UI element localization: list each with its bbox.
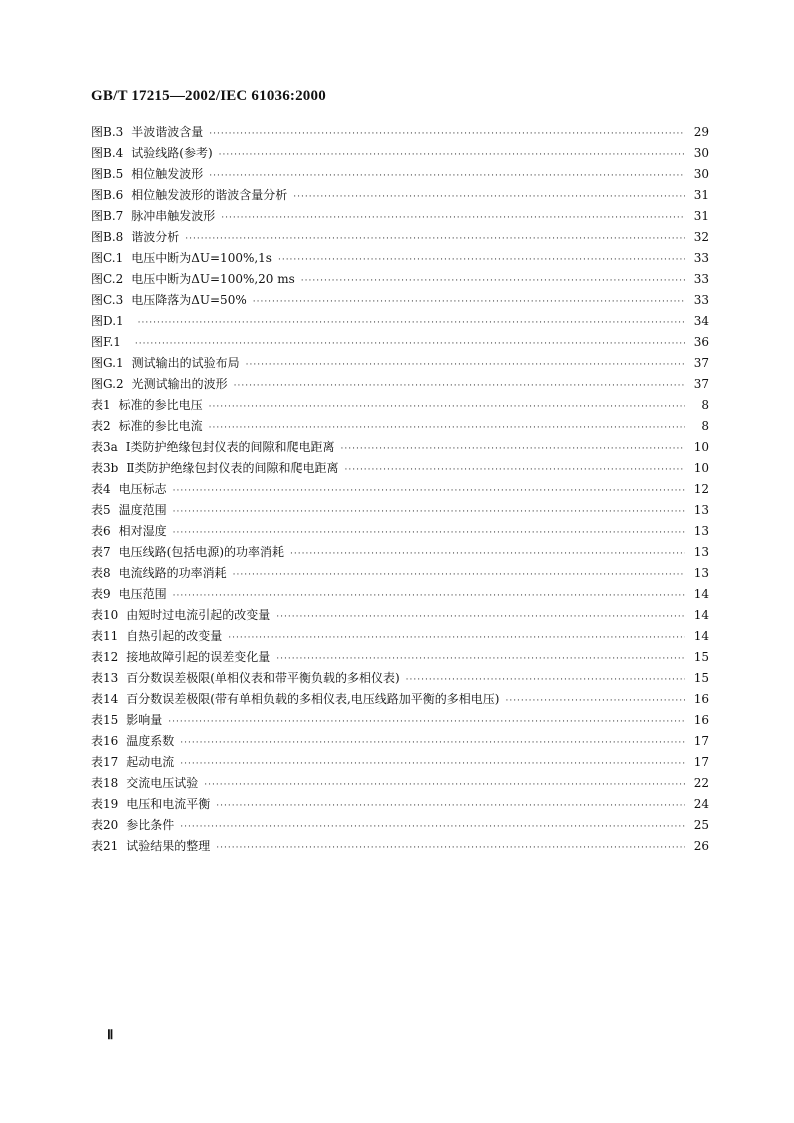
toc-entry-page: 13 — [693, 545, 709, 559]
toc-entry-number: 表11 — [91, 629, 119, 643]
toc-entry-number: 表1 — [91, 398, 111, 412]
toc-entry-number: 表10 — [91, 608, 119, 622]
toc-entry[interactable] — [91, 836, 709, 857]
toc-entry[interactable] — [91, 227, 709, 248]
toc-leader-dots — [173, 481, 685, 502]
toc-entry-number: 表16 — [91, 734, 119, 748]
toc-entry-page: 13 — [693, 524, 709, 538]
toc-leader-dots — [246, 355, 685, 376]
toc-leader-dots — [173, 586, 685, 607]
toc-leader-dots — [233, 565, 685, 586]
toc-entry[interactable] — [91, 269, 709, 290]
toc-entry-page: 12 — [693, 482, 709, 496]
toc-entry[interactable] — [91, 437, 709, 458]
toc-entry-page: 30 — [693, 146, 709, 160]
toc-leader-dots — [209, 418, 685, 439]
table-of-contents — [91, 122, 709, 857]
toc-entry-title: 电压中断为ΔU=100%,20 ms — [131, 272, 295, 286]
toc-entry-title: 电压中断为ΔU=100%,1s — [131, 251, 272, 265]
toc-entry-number: 图B.8 — [91, 230, 124, 244]
toc-entry-number: 图G.1 — [91, 356, 124, 370]
toc-entry-number: 图B.6 — [91, 188, 124, 202]
toc-leader-dots — [216, 796, 685, 817]
toc-entry-title: 接地故障引起的误差变化量 — [126, 650, 271, 664]
toc-entry-page: 14 — [693, 629, 709, 643]
toc-entry-number: 表20 — [91, 818, 119, 832]
toc-leader-dots — [173, 502, 685, 523]
toc-entry-page: 16 — [693, 713, 709, 727]
toc-entry-number: 图F.1 — [91, 335, 121, 349]
toc-entry-page: 32 — [693, 230, 709, 244]
toc-entry-title: 电流线路的功率消耗 — [118, 566, 227, 580]
toc-entry-number: 图G.2 — [91, 377, 124, 391]
toc-entry-page: 22 — [693, 776, 709, 790]
toc-entry[interactable] — [91, 122, 709, 143]
toc-entry-number: 图C.1 — [91, 251, 124, 265]
toc-leader-dots — [276, 649, 685, 670]
toc-entry-title: 电压降落为ΔU=50% — [131, 293, 247, 307]
toc-entry[interactable] — [91, 185, 709, 206]
toc-entry-number: 表13 — [91, 671, 119, 685]
toc-entry-title: 电压和电流平衡 — [126, 797, 211, 811]
toc-entry[interactable] — [91, 395, 709, 416]
toc-entry-title: 影响量 — [126, 713, 163, 727]
toc-entry-title: 自热引起的改变量 — [126, 629, 223, 643]
toc-entry-number: 图D.1 — [91, 314, 124, 328]
toc-entry-page: 31 — [693, 209, 709, 223]
toc-leader-dots — [209, 166, 685, 187]
toc-entry-page: 15 — [693, 671, 709, 685]
toc-entry-title: 交流电压试验 — [126, 776, 199, 790]
toc-entry-title: 电压范围 — [118, 587, 167, 601]
toc-entry-number: 图B.5 — [91, 167, 124, 181]
toc-entry-page: 33 — [693, 251, 709, 265]
toc-leader-dots — [228, 628, 685, 649]
toc-entry-page: 8 — [701, 419, 709, 433]
toc-entry-page: 13 — [693, 566, 709, 580]
toc-entry-number: 表4 — [91, 482, 111, 496]
toc-entry-title: 参比条件 — [126, 818, 175, 832]
toc-entry-page: 25 — [693, 818, 709, 832]
page-header: GB/T 17215—2002/IEC 61036:2000 — [91, 88, 326, 104]
toc-entry[interactable] — [91, 458, 709, 479]
toc-entry-page: 36 — [693, 335, 709, 349]
toc-leader-dots — [138, 313, 685, 334]
toc-entry-number: 表19 — [91, 797, 119, 811]
toc-entry-page: 17 — [693, 734, 709, 748]
toc-entry[interactable] — [91, 353, 709, 374]
toc-entry[interactable] — [91, 710, 709, 731]
toc-entry[interactable] — [91, 143, 709, 164]
toc-entry-page: 37 — [693, 377, 709, 391]
toc-entry[interactable] — [91, 332, 709, 353]
toc-entry-title: 半波谐波含量 — [131, 125, 204, 139]
toc-entry-page: 15 — [693, 650, 709, 664]
toc-entry[interactable] — [91, 563, 709, 584]
toc-entry-page: 10 — [693, 461, 709, 475]
toc-leader-dots — [168, 712, 685, 733]
toc-entry-title: 百分数误差极限(单相仪表和带平衡负载的多相仪表) — [126, 671, 400, 685]
toc-leader-dots — [406, 670, 685, 691]
toc-entry[interactable] — [91, 248, 709, 269]
toc-entry-page: 13 — [693, 503, 709, 517]
toc-entry-number: 表15 — [91, 713, 119, 727]
toc-entry-title: 试验结果的整理 — [126, 839, 211, 853]
toc-entry-number: 表18 — [91, 776, 119, 790]
toc-leader-dots — [278, 250, 685, 271]
toc-leader-dots — [180, 733, 685, 754]
toc-entry-number: 表12 — [91, 650, 119, 664]
toc-entry-number: 表6 — [91, 524, 111, 538]
toc-leader-dots — [301, 271, 685, 292]
toc-leader-dots — [180, 817, 685, 838]
toc-entry-title: 谐波分析 — [131, 230, 180, 244]
toc-leader-dots — [276, 607, 685, 628]
toc-entry-number: 表2 — [91, 419, 111, 433]
toc-entry-title: Ⅱ类防护绝缘包封仪表的间隙和爬电距离 — [126, 461, 339, 475]
toc-entry-number: 表21 — [91, 839, 119, 853]
toc-entry-page: 37 — [693, 356, 709, 370]
toc-entry-number: 表9 — [91, 587, 111, 601]
toc-entry-page: 14 — [693, 587, 709, 601]
toc-leader-dots — [253, 292, 685, 313]
toc-entry-title: 温度系数 — [126, 734, 175, 748]
toc-entry-number: 表5 — [91, 503, 111, 517]
toc-entry-number: 表3a — [91, 440, 118, 454]
toc-entry[interactable] — [91, 605, 709, 626]
toc-leader-dots — [221, 208, 685, 229]
toc-entry-page: 24 — [693, 797, 709, 811]
toc-entry[interactable] — [91, 626, 709, 647]
toc-entry-title: 相对湿度 — [118, 524, 167, 538]
toc-entry-title: 光测试输出的波形 — [131, 377, 228, 391]
toc-entry-number: 表17 — [91, 755, 119, 769]
toc-entry-page: 16 — [693, 692, 709, 706]
toc-entry[interactable] — [91, 500, 709, 521]
toc-entry-title: 相位触发波形 — [131, 167, 204, 181]
toc-entry-number: 图B.3 — [91, 125, 124, 139]
toc-entry-page: 10 — [693, 440, 709, 454]
toc-entry-title: 电压线路(包括电源)的功率消耗 — [118, 545, 285, 559]
toc-leader-dots — [173, 523, 685, 544]
toc-leader-dots — [234, 376, 685, 397]
toc-entry-title: 试验线路(参考) — [131, 146, 213, 160]
toc-entry-page: 30 — [693, 167, 709, 181]
toc-entry-number: 表7 — [91, 545, 111, 559]
toc-entry-title: 标准的参比电压 — [118, 398, 203, 412]
toc-entry-page: 34 — [693, 314, 709, 328]
toc-leader-dots — [290, 544, 685, 565]
toc-entry-page: 8 — [701, 398, 709, 412]
toc-entry-page: 29 — [693, 125, 709, 139]
toc-entry[interactable] — [91, 794, 709, 815]
toc-leader-dots — [135, 334, 685, 355]
toc-entry-page: 33 — [693, 293, 709, 307]
toc-entry[interactable] — [91, 290, 709, 311]
toc-entry[interactable] — [91, 521, 709, 542]
toc-entry-title: 测试输出的试验布局 — [131, 356, 240, 370]
toc-entry-page: 31 — [693, 188, 709, 202]
toc-entry-number: 图B.7 — [91, 209, 124, 223]
toc-entry[interactable] — [91, 689, 709, 710]
toc-entry-number: 表14 — [91, 692, 119, 706]
toc-leader-dots — [505, 691, 685, 712]
toc-entry-number: 表3b — [91, 461, 119, 475]
toc-entry-page: 14 — [693, 608, 709, 622]
toc-entry-title: 温度范围 — [118, 503, 167, 517]
toc-entry[interactable] — [91, 815, 709, 836]
toc-leader-dots — [345, 460, 686, 481]
page-number: Ⅱ — [107, 1027, 114, 1042]
toc-entry[interactable] — [91, 206, 709, 227]
toc-entry-page: 26 — [693, 839, 709, 853]
toc-leader-dots — [219, 145, 685, 166]
toc-entry-title: 标准的参比电流 — [118, 419, 203, 433]
toc-entry[interactable] — [91, 479, 709, 500]
toc-entry[interactable] — [91, 542, 709, 563]
toc-entry[interactable] — [91, 752, 709, 773]
toc-entry-page: 17 — [693, 755, 709, 769]
toc-leader-dots — [204, 775, 685, 796]
toc-entry[interactable] — [91, 647, 709, 668]
toc-entry-page: 33 — [693, 272, 709, 286]
toc-leader-dots — [293, 187, 685, 208]
toc-entry[interactable] — [91, 374, 709, 395]
toc-leader-dots — [209, 397, 685, 418]
toc-entry-number: 表8 — [91, 566, 111, 580]
toc-entry-title: 电压标志 — [118, 482, 167, 496]
toc-entry[interactable] — [91, 311, 709, 332]
toc-entry[interactable] — [91, 164, 709, 185]
toc-entry[interactable] — [91, 416, 709, 437]
toc-entry-number: 图C.2 — [91, 272, 124, 286]
toc-entry-title: Ⅰ类防护绝缘包封仪表的间隙和爬电距离 — [125, 440, 335, 454]
toc-leader-dots — [341, 439, 685, 460]
toc-entry-number: 图C.3 — [91, 293, 124, 307]
toc-entry-number: 图B.4 — [91, 146, 124, 160]
toc-entry-title: 相位触发波形的谐波含量分析 — [131, 188, 288, 202]
toc-entry[interactable] — [91, 731, 709, 752]
toc-entry-title: 起动电流 — [126, 755, 175, 769]
toc-leader-dots — [185, 229, 685, 250]
toc-leader-dots — [209, 124, 685, 145]
toc-entry[interactable] — [91, 668, 709, 689]
toc-entry-title: 脉冲串触发波形 — [131, 209, 216, 223]
toc-entry-title: 由短时过电流引起的改变量 — [126, 608, 271, 622]
toc-entry-title: 百分数误差极限(带有单相负载的多相仪表,电压线路加平衡的多相电压) — [126, 692, 500, 706]
toc-entry[interactable] — [91, 773, 709, 794]
toc-entry[interactable] — [91, 584, 709, 605]
toc-leader-dots — [216, 838, 685, 859]
toc-leader-dots — [180, 754, 685, 775]
